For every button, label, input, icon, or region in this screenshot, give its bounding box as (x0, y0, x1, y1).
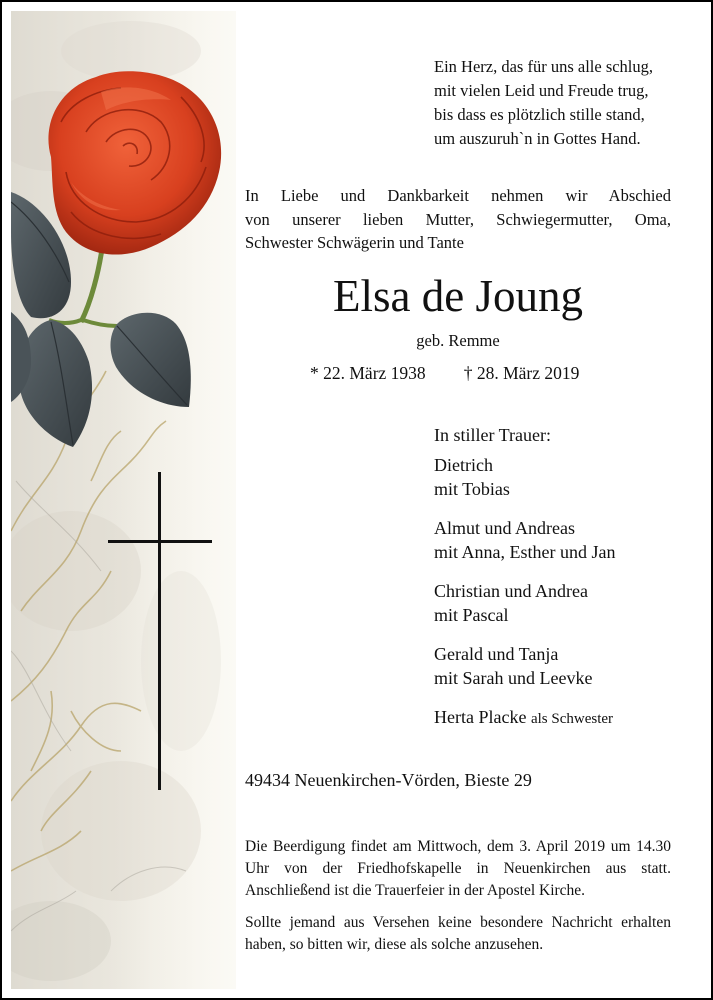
rose-illustration (11, 62, 241, 462)
poem-line: Ein Herz, das für uns alle schlug, (434, 57, 654, 76)
closing-note: Sollte jemand aus Versehen keine besondere Nachricht erhalten haben, so bitten wir, diese als solche anzusehen. (245, 914, 671, 953)
mourner-group (434, 516, 684, 564)
cross-icon (108, 472, 214, 792)
life-dates (310, 361, 579, 385)
intro-line: In Liebe und Dankbarkeit nehmen wir Abschied (245, 186, 671, 205)
mourner-family: mit Pascal (434, 605, 509, 625)
death-date: † 28. März 2019 (463, 363, 580, 383)
sibling-name: Herta Placke (434, 707, 527, 727)
mourner-group (434, 642, 684, 690)
family-address: 49434 Neuenkirchen-Vörden, Bieste 29 (245, 770, 532, 790)
poem-line: bis dass es plötzlich stille stand, (434, 105, 645, 124)
mourners-list (434, 423, 684, 746)
mourner-name: Gerald und Tanja (434, 644, 559, 664)
poem-line: um auszuruh`n in Gottes Hand. (434, 129, 641, 148)
maiden-name: geb. Remme (416, 331, 500, 350)
funeral-notice: Die Beerdigung findet am Mittwoch, dem 3. April 2019 um 14.30 Uhr von der Friedhofskapelle in Neuenkirchen aus statt. Anschließend ist die Trauerfeier in der Apostel Kirche. (245, 838, 671, 899)
mourner-name: Almut und Andreas (434, 518, 575, 538)
memorial-poem (434, 55, 684, 151)
mourner-group (434, 453, 684, 501)
deceased-name: Elsa de Joung (333, 271, 583, 321)
mourner-group (434, 579, 684, 627)
farewell-intro (245, 184, 671, 255)
intro-line: Schwester Schwägerin und Tante (245, 233, 464, 252)
poem-line: mit vielen Leid und Freude trug, (434, 81, 649, 100)
mourners-heading: In stiller Trauer: (434, 425, 551, 445)
mourner-family: mit Anna, Esther und Jan (434, 542, 616, 562)
birth-date: * 22. März 1938 (310, 363, 426, 383)
mourner-family: mit Sarah und Leevke (434, 668, 593, 688)
sibling-relation: als Schwester (530, 711, 614, 727)
mourner-sibling (434, 705, 684, 731)
mourner-family: mit Tobias (434, 479, 510, 499)
mourner-name: Christian und Andrea (434, 581, 588, 601)
mourner-name: Dietrich (434, 455, 493, 475)
intro-line: von unserer lieben Mutter, Schwiegermutter, Oma, (245, 209, 671, 229)
